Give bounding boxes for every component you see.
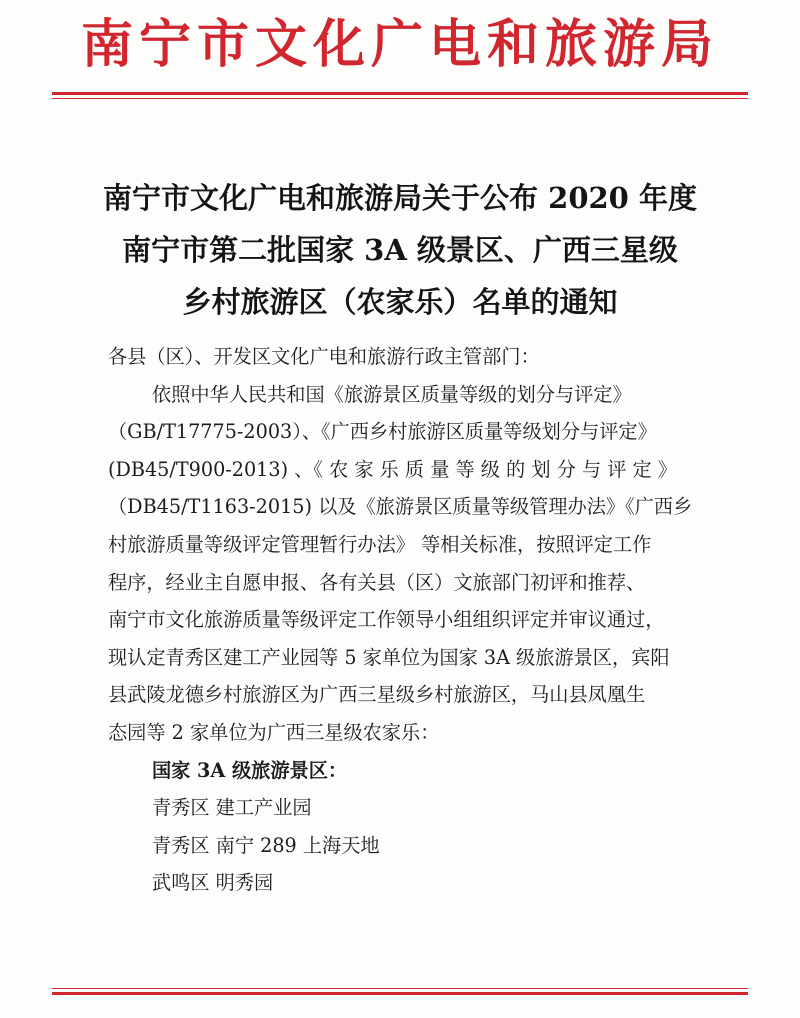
body-line: （GB/T17775-2003）、《广西乡村旅游区质量等级划分与评定》 bbox=[108, 420, 657, 444]
body-line: (DB45/T900-2013) 、《 农 家 乐 质 量 等 级 的 划 分 与 评 定 》 bbox=[108, 457, 677, 481]
body-line: 依照中华人民共和国《旅游景区质量等级的划分与评定》 bbox=[152, 382, 632, 406]
body-line: 南宁市文化旅游质量等级评定工作领导小组组织评定并审议通过， bbox=[108, 608, 665, 632]
body-line: （DB45/T1163-2015) 以及《旅游景区质量等级管理办法》《广西乡 bbox=[108, 495, 693, 519]
title-line: 南宁市第二批国家 3A 级景区、广西三星级 bbox=[122, 233, 678, 267]
letterhead-org-name: 南宁市文化广电和旅游局 bbox=[80, 15, 719, 75]
body-line: 县武陵龙德乡村旅游区为广西三星级乡村旅游区，马山县凤凰生 bbox=[108, 683, 646, 707]
title-line: 乡村旅游区（农家乐）名单的通知 bbox=[182, 285, 618, 319]
list-item: 青秀区 建工产业园 bbox=[152, 796, 312, 820]
section-heading: 国家 3A 级旅游景区： bbox=[152, 758, 348, 782]
list-item: 武鸣区 明秀园 bbox=[152, 871, 274, 895]
notice-title bbox=[60, 172, 740, 328]
body-line: 现认定青秀区建工产业园等 5 家单位为国家 3A 级旅游景区，宾阳 bbox=[108, 645, 670, 669]
salutation: 各县（区）、开发区文化广电和旅游行政主管部门： bbox=[108, 345, 540, 368]
body-line: 程序，经业主自愿申报、各有关县（区）文旅部门初评和推荐、 bbox=[108, 570, 646, 594]
list-item: 青秀区 南宁 289 上海天地 bbox=[152, 833, 380, 857]
body-line: 态园等 2 家单位为广西三星级农家乐： bbox=[108, 720, 440, 744]
letterhead-rule-thin bbox=[52, 98, 748, 99]
title-line: 南宁市文化广电和旅游局关于公布 2020 年度 bbox=[103, 181, 697, 215]
notice-body bbox=[108, 338, 748, 902]
body-line: 村旅游质量等级评定管理暂行办法》 等相关标准，按照评定工作 bbox=[108, 532, 652, 556]
letterhead-rule-thick bbox=[52, 92, 748, 95]
footer-rule-thick bbox=[52, 992, 748, 995]
footer-rule-thin bbox=[52, 988, 748, 989]
